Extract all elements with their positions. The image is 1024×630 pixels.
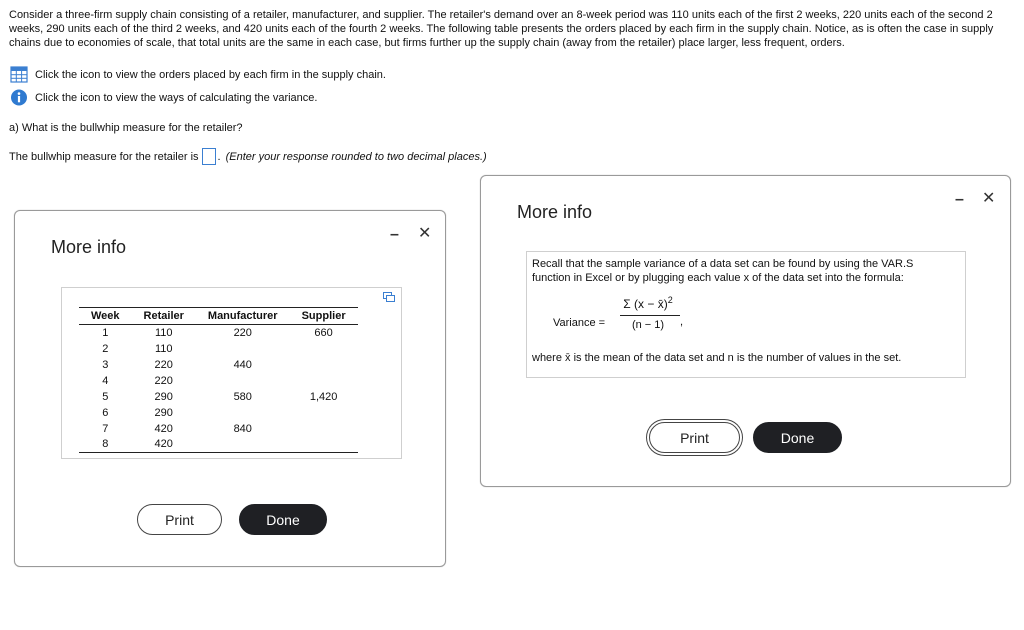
column-header: Manufacturer [196,308,290,325]
table-cell: 580 [233,390,252,403]
table-cell: 420 [132,437,196,453]
more-info-dialog-variance [480,175,1011,487]
table-cell: 420 [154,422,173,435]
info-icon[interactable] [10,89,28,106]
column-header: Supplier [290,308,358,325]
minimize-button[interactable]: – [955,191,964,208]
formula-denominator: (n − 1) [631,319,665,331]
table-header-row [79,308,358,325]
table-row [79,437,358,453]
table-cell [196,341,290,357]
orders-table [79,307,358,453]
table-icon[interactable] [10,66,28,83]
formula-numerator-text: Σ (x − x̄) [623,297,668,311]
hint-row-variance [10,89,317,106]
formula-trailing: , [680,316,684,328]
question-label: a) What is the bullwhip measure for the retailer? [9,122,243,134]
formula-numerator [620,295,676,311]
done-button[interactable]: Done [753,422,842,453]
problem-statement: Consider a three-firm supply chain consisting of a retailer, manufacturer, and supplier. The retailer's demand over an 8-week period was 110 units each of the first 2 weeks, 220 units each of the second 2 weeks, 290 units each of the third 2 weeks, and 420 units each of the fourth 2 weeks. The following table presents the orders placed by each firm in the supply chain. Notice, as is often the case in supply chains due to economies of scale, that total units are the same in each case, but firms further up the supply chain (away from the retailer) place larger, less frequent, orders. [9,9,994,49]
table-cell: 110 [154,326,173,339]
answer-instruction: (Enter your response rounded to two decimal places.) [225,150,487,163]
table-cell: 220 [233,326,252,339]
minimize-button[interactable]: – [390,226,399,243]
variance-where: where x̄ is the mean of the data set and n is the number of values in the set. [532,352,902,364]
close-button[interactable]: ✕ [418,225,432,242]
table-row [79,389,358,405]
table-cell: 660 [314,326,333,339]
column-header: Retailer [132,308,196,325]
variance-intro: Recall that the sample variance of a data set can be found by using the VAR.S function in Excel or by plugging each value x of the data set into the formula: [532,258,914,284]
copy-icon[interactable] [383,292,395,302]
table-cell [290,357,358,373]
table-cell [196,373,290,389]
fraction-bar [620,315,680,316]
formula-exponent: 2 [667,295,673,305]
answer-row [9,148,487,165]
answer-suffix: . [217,150,221,163]
table-cell [290,437,358,453]
table-row [79,405,358,421]
table-cell [290,421,358,437]
table-cell: 290 [154,390,173,403]
table-cell: 7 [102,422,109,435]
table-cell: 1 [102,326,109,339]
table-cell [196,437,290,453]
column-header: Week [79,308,132,325]
table-cell [196,405,290,421]
table-cell: 110 [154,342,173,355]
table-cell: 1,420 [309,390,338,403]
hint-row-orders [10,66,386,83]
table-cell [290,373,358,389]
table-row [79,373,358,389]
hint-text-orders: Click the icon to view the orders placed by each firm in the supply chain. [35,68,386,81]
table-cell: 840 [233,422,252,435]
table-cell [290,341,358,357]
table-cell [290,405,358,421]
table-cell: 4 [102,374,109,387]
table-row [79,341,358,357]
table-cell: 8 [79,437,132,453]
table-cell: 5 [102,390,109,403]
table-frame [61,287,402,459]
print-button[interactable]: Print [649,422,740,453]
table-cell: 220 [154,358,173,371]
table-cell: 440 [233,358,252,371]
more-info-dialog-table [14,210,446,567]
table-row [79,421,358,437]
variance-info-frame [526,251,966,378]
answer-input[interactable] [202,148,216,165]
hint-text-variance: Click the icon to view the ways of calculating the variance. [35,91,318,104]
answer-prefix: The bullwhip measure for the retailer is [9,150,199,163]
dialog-title: More info [51,237,127,257]
table-cell: 2 [102,342,109,355]
table-row [79,325,358,341]
table-cell: 220 [154,374,173,387]
table-cell: 3 [102,358,109,371]
table-cell: 290 [154,406,173,419]
done-button[interactable]: Done [239,504,327,535]
table-row [79,357,358,373]
table-cell: 6 [102,406,109,419]
close-button[interactable]: ✕ [982,190,996,207]
print-button[interactable]: Print [137,504,222,535]
dialog-title: More info [517,202,593,222]
formula-label: Variance = [553,317,606,329]
